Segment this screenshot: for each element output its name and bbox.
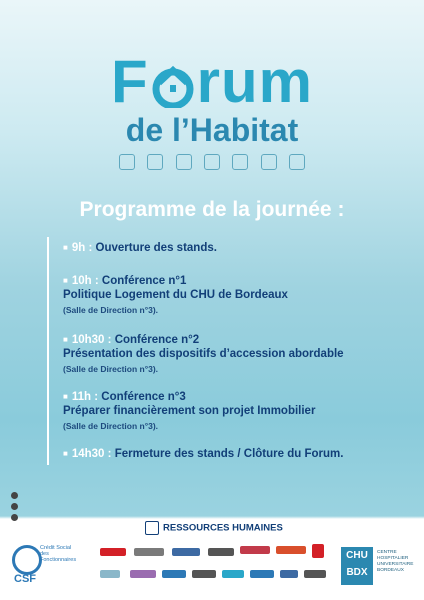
item-text: Fermeture des stands / Clôture du Forum.: [114, 448, 344, 460]
info-icon: [11, 503, 18, 510]
partner-logo: [208, 548, 234, 556]
schedule-item: ■ 10h : Conférence n°1 Politique Logement du CHU de Bordeaux (Salle de Direction n°3).: [63, 275, 288, 315]
side-symbols: [11, 492, 21, 525]
chu-line2: BDX: [346, 567, 368, 578]
forum-title-rum: rum: [196, 48, 313, 115]
graduation-icon: [204, 154, 220, 170]
item-time: 9h :: [71, 242, 93, 254]
partner-logo: [100, 570, 120, 578]
partner-logo: [134, 548, 164, 556]
partner-logo: [130, 570, 156, 578]
item-time: 14h30 :: [71, 448, 112, 460]
item-line2: Préparer financièrement son projet Immobilier: [63, 405, 316, 417]
chu-text: CENTRE HOSPITALIER UNIVERSITAIRE BORDEAUX: [377, 550, 414, 573]
triman-icon: [11, 514, 18, 521]
partner-logo: [100, 548, 126, 556]
partner-logo: [280, 570, 298, 578]
house-icon: [151, 58, 195, 102]
item-time: 11h :: [71, 391, 99, 403]
schedule-item: ■ 9h : Ouverture des stands.: [63, 242, 217, 254]
timeline-line: [47, 237, 49, 465]
forum-title: [0, 48, 424, 115]
document-icon: [147, 154, 163, 170]
partner-logo: [312, 544, 324, 558]
chu-line1: CHU: [346, 550, 368, 561]
item-time: 10h30 :: [71, 334, 112, 346]
forum-title-f: F: [110, 48, 149, 115]
partner-logos: [100, 542, 330, 592]
programme-title: Programme de la journée :: [79, 198, 345, 221]
rh-label: RESSOURCES HUMAINES: [163, 522, 283, 534]
search-icon: [119, 154, 135, 170]
icons-row: [0, 154, 424, 170]
partner-logo: [240, 546, 270, 554]
schedule-item: ■ 10h30 : Conférence n°2 Présentation des dispositifs d’accession abordable (Salle de Direction n°3).: [63, 334, 344, 374]
item-text: Conférence n°1: [101, 275, 187, 287]
forum-subtitle: de l’Habitat: [125, 112, 299, 148]
csf-text: Crédit Social des Fonctionnaires: [40, 545, 77, 563]
ressources-humaines: [145, 521, 285, 535]
partner-logo: [162, 570, 186, 578]
item-line2: Politique Logement du CHU de Bordeaux: [63, 289, 288, 301]
item-text: Conférence n°3: [101, 391, 186, 403]
item-note: (Salle de Direction n°3).: [63, 421, 159, 431]
csf-logo: [10, 543, 80, 593]
partner-logo: [250, 570, 274, 578]
schedule-item: ■ 14h30 : Fermeture des stands / Clôture du Forum.: [63, 448, 344, 460]
recycle-icon: [11, 492, 18, 499]
partner-logo: [192, 570, 216, 578]
csf-abbr: CSF: [14, 573, 36, 585]
partner-logo: [222, 570, 244, 578]
chu-block: [341, 547, 373, 585]
chu-logo: [341, 547, 414, 585]
partner-logo: [276, 546, 306, 554]
item-text: Conférence n°2: [114, 334, 200, 346]
chu-mini-logo: [145, 521, 159, 535]
box-icon: [232, 154, 248, 170]
partner-logo: [172, 548, 200, 556]
item-time: 10h :: [71, 275, 99, 287]
item-note: (Salle de Direction n°3).: [63, 364, 159, 374]
item-text: Ouverture des stands.: [95, 242, 217, 254]
item-line2: Présentation des dispositifs d’accession abordable: [63, 348, 344, 360]
partner-logo: [304, 570, 326, 578]
home-icon: [289, 154, 305, 170]
item-note: (Salle de Direction n°3).: [63, 305, 159, 315]
schedule-item: ■ 11h : Conférence n°3 Préparer financièrement son projet Immobilier (Salle de Direction n°3).: [63, 391, 316, 431]
key-icon: [261, 154, 277, 170]
csf-ring-icon: [12, 545, 42, 575]
money-icon: [176, 154, 192, 170]
